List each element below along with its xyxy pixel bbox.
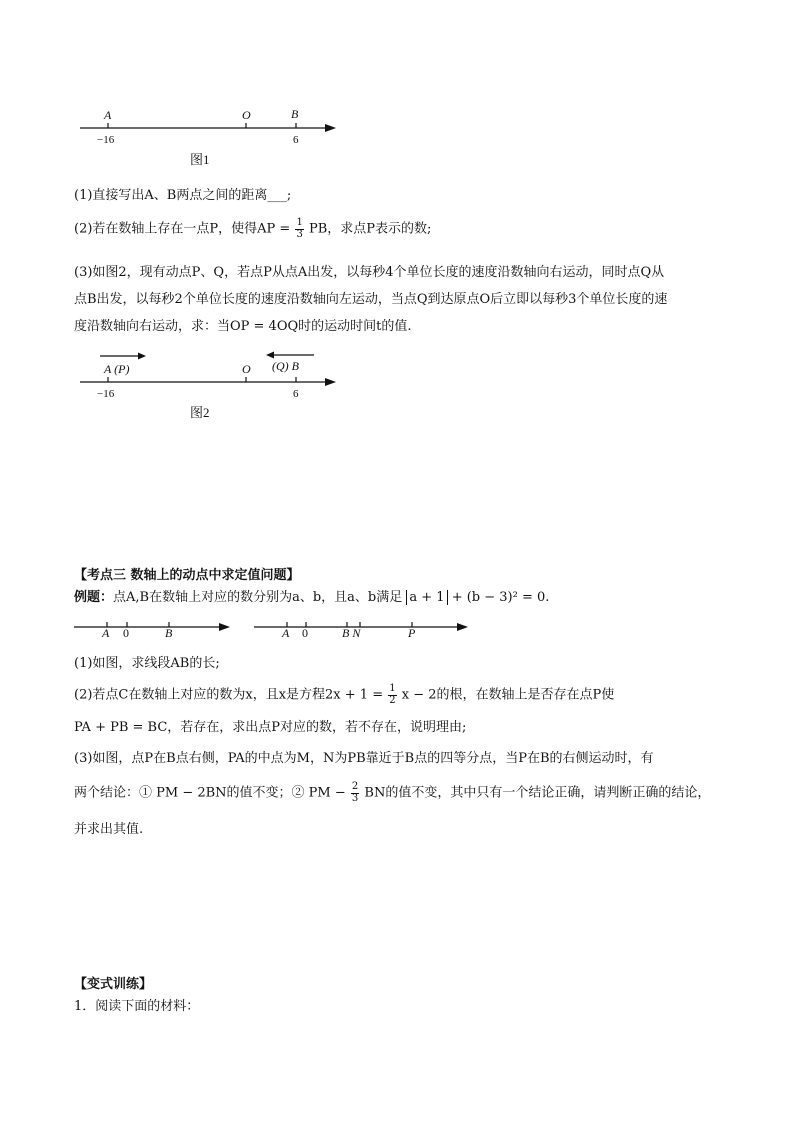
value-A-label-2: −16 (97, 388, 115, 400)
point-A-label: A (104, 108, 112, 122)
fraction-numerator: 1 (389, 683, 396, 694)
example-text-a: 点A,B在数轴上对应的数分别为a、b，且a、b满足 (113, 590, 403, 605)
fraction-denominator: 3 (296, 228, 303, 240)
point-B-label: B (291, 107, 299, 121)
fraction-numerator: 2 (351, 781, 359, 792)
section-3-title: 【考点三 数轴上的动点中求定值问题】 (74, 568, 300, 583)
fraction-numerator: 1 (296, 217, 303, 228)
figure-2-caption: 图2 (190, 405, 210, 420)
fig3-left-zero: 0 (123, 626, 129, 640)
point-A-P-label: A (P) (104, 362, 130, 376)
s3-q2-text-a: (2)若点C在数轴上对应的数为x，且x是方程2x + 1 = (74, 687, 384, 703)
s3-q3-text-a: 两个结论：① PM − 2BN的值不变；② PM − (74, 785, 346, 801)
fraction-two-thirds (351, 782, 359, 804)
fraction-one-half (388, 684, 396, 706)
question-3-line-2: 点B出发，以每秒2个单位长度的速度沿数轴向左运动，当点Q到达原点O后立即以每秒3个单位长度的速 (74, 292, 668, 307)
fraction-denominator: 2 (389, 694, 396, 706)
section-3-question-3-line-1: (3)如图，点P在B点右侧，PA的中点为M，N为PB靠近于B点的四等分点，当P在B的右侧运动时，有 (74, 751, 654, 766)
section-3-question-1: (1)如图，求线段AB的长; (74, 656, 220, 671)
example-text-b: + (b − 3)² = 0. (451, 590, 550, 605)
origin-O-label: O (242, 108, 251, 122)
fig3-right-zero: 0 (302, 626, 308, 640)
example-label: 例题： (74, 590, 114, 605)
value-B-label: 6 (293, 134, 299, 146)
variant-training-title: 【变式训练】 (74, 977, 153, 992)
section-3-question-2-line-2: PA + PB = BC，若存在，求出点P对应的数，若不存在，说明理由; (74, 720, 467, 735)
question-2-suffix: PB，求点P表示的数; (308, 221, 432, 237)
section-3-question-3-line-2 (74, 782, 734, 804)
fig3-left-B: B (165, 626, 173, 640)
variant-item-1: 1．阅读下面的材料： (74, 999, 200, 1014)
fig3-right-A: A (282, 626, 290, 640)
section-3-question-3-line-3: 并求出其值. (74, 822, 144, 837)
fig3-right-P: P (408, 626, 416, 640)
value-A-label: −16 (97, 134, 115, 146)
question-3-line-3: 度沿数轴向右运动，求：当OP = 4OQ时的运动时间t的值. (74, 319, 412, 334)
question-1: (1)直接写出A、B两点之间的距离___; (74, 188, 292, 203)
point-Q-B-label: (Q) B (272, 359, 299, 373)
figure-1-caption: 图1 (190, 152, 210, 167)
s3-q2-text-b: x − 2的根，在数轴上是否存在点P使 (401, 687, 615, 703)
absolute-value-expression: a + 1 (406, 590, 447, 605)
section-3-question-2-line-1 (74, 684, 734, 706)
fig3-left-A: A (102, 626, 110, 640)
fig3-right-BN: B N (342, 626, 361, 640)
origin-O-label-2: O (242, 362, 251, 376)
value-B-label-2: 6 (293, 388, 299, 400)
question-2-prefix: (2)若在数轴上存在一点P，使得AP = (74, 221, 291, 237)
s3-q3-text-b: BN的值不变，其中只有一个结论正确，请判断正确的结论， (364, 785, 711, 801)
fraction-denominator: 3 (351, 792, 359, 804)
question-3-line-1: (3)如图2，现有动点P、Q，若点P从点A出发，以每秒4个单位长度的速度沿数轴向右运动，同时点Q从 (74, 265, 665, 280)
